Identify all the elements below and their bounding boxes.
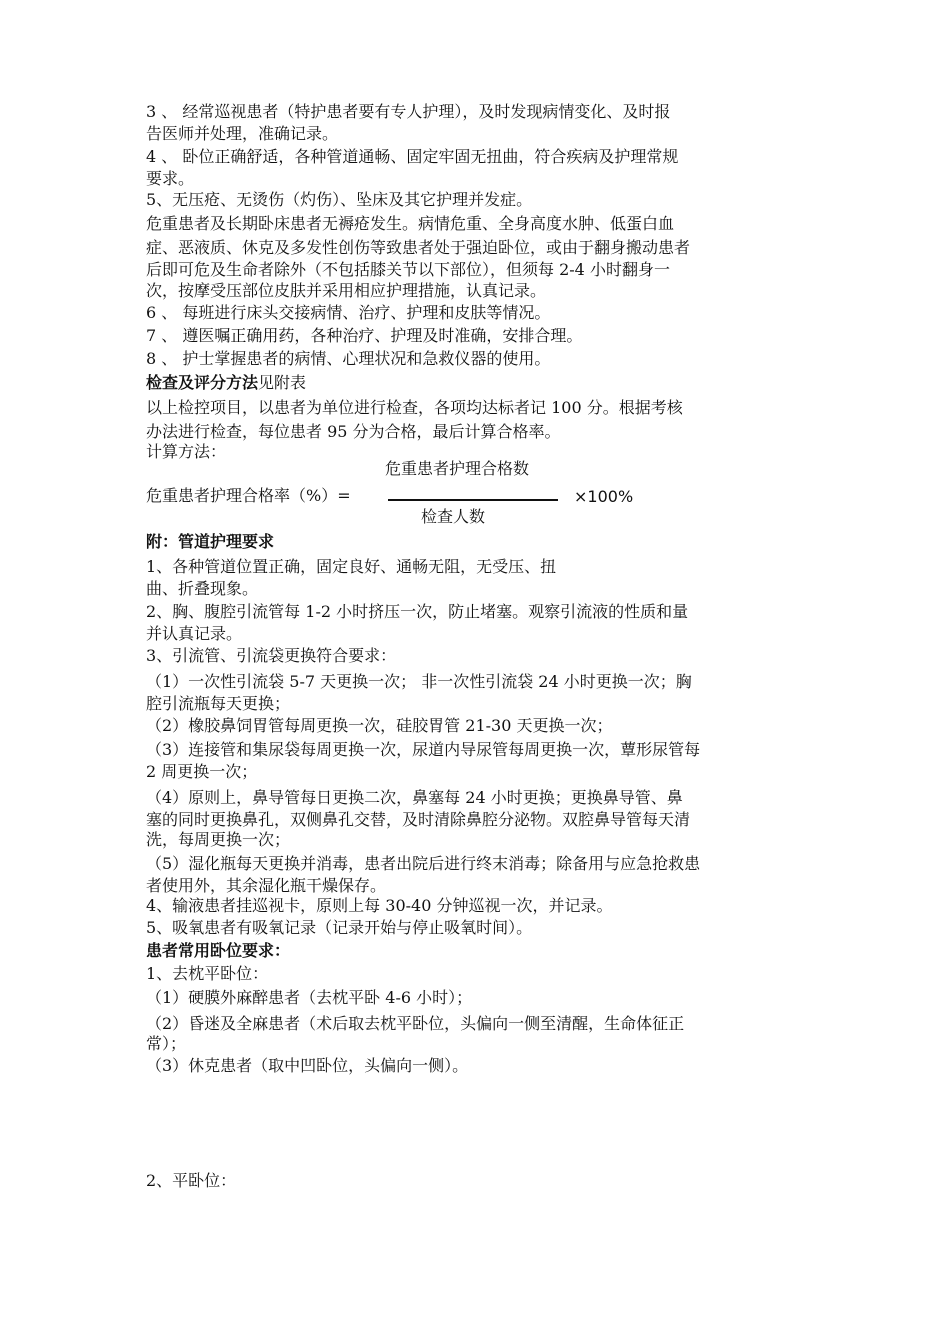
text-line: （5）湿化瓶每天更换并消毒，患者出院后进行终末消毒；除备用与应急抢救患 (146, 854, 701, 873)
text-line: 以上检控项目，以患者为单位进行检查，各项均达标者记 100 分。根据考核 (146, 398, 683, 417)
formula-denominator: 检查人数 (421, 507, 486, 526)
text-line: 2、胸、腹腔引流管每 1-2 小时挤压一次，防止堵塞。观察引流液的性质和量 (146, 602, 689, 621)
check-heading-bold: 检查及评分方法 (146, 373, 259, 392)
check-heading-rest: 见附表 (258, 373, 307, 392)
text-line: 计算方法： (146, 442, 227, 461)
text-line: 次，按摩受压部位皮肤并采用相应护理措施，认真记录。 (146, 281, 547, 300)
text-line: 并认真记录。 (146, 624, 243, 643)
text-line: 腔引流瓶每天更换； (146, 694, 291, 713)
text-line: 4 、 卧位正确舒适，各种管道通畅、固定牢固无扭曲，符合疾病及护理常规 (146, 147, 679, 166)
text-line: 5、无压疮、无烫伤（灼伤）、坠床及其它护理并发症。 (146, 190, 533, 209)
text-line: 1、去枕平卧位： (146, 964, 269, 983)
text-line: 后即可危及生命者除外（不包括膝关节以下部位），但须每 2-4 小时翻身一 (146, 260, 670, 279)
text-line: 8 、 护士掌握患者的病情、心理状况和急救仪器的使用。 (146, 349, 551, 368)
text-line: 常）； (146, 1034, 187, 1053)
formula-multiplier: ×100% (574, 487, 634, 506)
text-line: 告医师并处理，准确记录。 (146, 124, 339, 143)
text-line: 6 、 每班进行床头交接病情、治疗、护理和皮肤等情况。 (146, 303, 551, 322)
text-line: 5、吸氧患者有吸氧记录（记录开始与停止吸氧时间）。 (146, 918, 533, 937)
fraction-bar (388, 499, 558, 501)
text-line: （1）一次性引流袋 5-7 天更换一次； 非一次性引流袋 24 小时更换一次；胸 (146, 672, 692, 691)
text-line: （3）休克患者（取中凹卧位，头偏向一侧）。 (146, 1056, 469, 1075)
formula-numerator: 危重患者护理合格数 (385, 459, 530, 478)
text-line: （3）连接管和集尿袋每周更换一次，尿道内导尿管每周更换一次，蕈形尿管每 (146, 740, 701, 759)
text-line: （2）橡胶鼻饲胃管每周更换一次，硅胶胃管 21-30 天更换一次； (146, 716, 613, 735)
text-line: 2 周更换一次； (146, 762, 258, 781)
text-line: 症、恶液质、休克及多发性创伤等致患者处于强迫卧位，或由于翻身搬动患者 (146, 238, 691, 257)
check-heading (146, 372, 306, 394)
text-line: 塞的同时更换鼻孔，双侧鼻孔交替，及时清除鼻腔分泌物。双腔鼻导管每天清 (146, 810, 691, 829)
text-line: 洗，每周更换一次； (146, 830, 291, 849)
text-line: 2、平卧位： (146, 1171, 237, 1190)
text-line: （2）昏迷及全麻患者（术后取去枕平卧位，头偏向一侧至清醒，生命体征正 (146, 1014, 685, 1033)
position-heading: 患者常用卧位要求： (146, 941, 291, 960)
text-line: 办法进行检查，每位患者 95 分为合格，最后计算合格率。 (146, 422, 561, 441)
formula-left: 危重患者护理合格率（%）= (146, 486, 351, 505)
text-line: 曲、折叠现象。 (146, 579, 259, 598)
text-line: 1、各种管道位置正确，固定良好、通畅无阻，无受压、扭 (146, 557, 557, 576)
text-line: 4、输液患者挂巡视卡，原则上每 30-40 分钟巡视一次，并记录。 (146, 896, 613, 915)
text-line: （4）原则上，鼻导管每日更换二次，鼻塞每 24 小时更换；更换鼻导管、鼻 (146, 788, 683, 807)
tube-heading: 附：管道护理要求 (146, 532, 275, 551)
text-line: 7 、 遵医嘱正确用药，各种治疗、护理及时准确，安排合理。 (146, 326, 583, 345)
text-line: 者使用外，其余湿化瓶干燥保存。 (146, 876, 387, 895)
text-line: 3 、 经常巡视患者（特护患者要有专人护理），及时发现病情变化、及时报 (146, 102, 671, 121)
text-line: 危重患者及长期卧床患者无褥疮发生。病情危重、全身高度水肿、低蛋白血 (146, 214, 675, 233)
text-line: 要求。 (146, 169, 195, 188)
text-line: 3、引流管、引流袋更换符合要求： (146, 646, 397, 665)
text-line: （1）硬膜外麻醉患者（去枕平卧 4-6 小时）； (146, 988, 473, 1007)
